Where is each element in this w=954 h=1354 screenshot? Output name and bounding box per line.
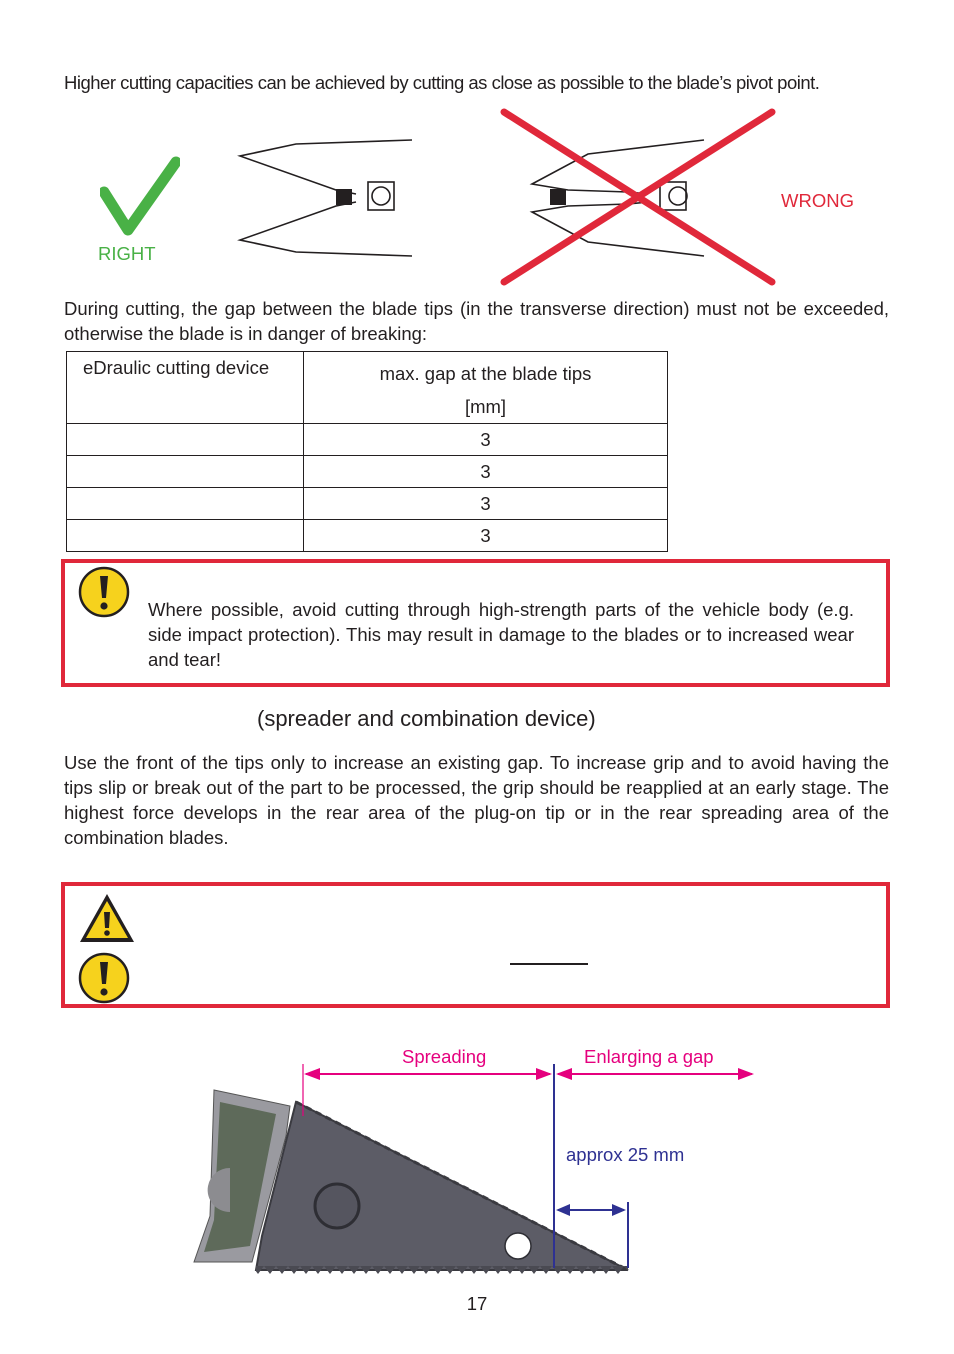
wrong-label: WRONG [781, 190, 854, 211]
exclamation-icon [78, 952, 130, 1004]
cross-icon [496, 104, 780, 290]
check-icon [100, 156, 180, 238]
table-row [67, 424, 668, 456]
approx-label: approx 25 mm [566, 1144, 685, 1165]
gap-table [66, 351, 668, 552]
underline-rule [510, 963, 588, 965]
exclamation-icon [78, 566, 130, 618]
table-cell-device [67, 520, 304, 552]
enlarging-label: Enlarging a gap [584, 1046, 714, 1067]
table-header-gap: max. gap at the blade tips [379, 363, 592, 384]
section-title: (spreader and combination device) [257, 706, 596, 731]
front-paragraph: Use the front of the tips only to increase an existing gap. To increase grip and to avoid having the tips slip or break out of the part to be processed, the grip should be reapplied at an early stage. The highest force develops in the rear area of the plug-on tip or in the rear spreading area of the combination blades. [64, 752, 889, 848]
page-number: 17 [466, 1293, 488, 1314]
right-label: RIGHT [98, 243, 156, 264]
table-row [67, 488, 668, 520]
table-cell-device [67, 488, 304, 520]
warning-triangle-icon [76, 890, 138, 946]
table-row [67, 456, 668, 488]
table-cell-gap: 3 [304, 488, 668, 520]
table-cell-gap: 3 [304, 424, 668, 456]
table-cell-gap: 3 [304, 520, 668, 552]
table-header-row [67, 352, 668, 424]
table-header-device: eDraulic cutting device [83, 357, 270, 378]
gap-paragraph: During cutting, the gap between the blade tips (in the transverse direction) must not be exceeded, otherwise the blade is in danger of breaking: [64, 298, 889, 344]
table-cell-device [67, 456, 304, 488]
table-row [67, 520, 668, 552]
table-cell-device [67, 424, 304, 456]
blade-diagram-right [236, 136, 416, 262]
note-text: Where possible, avoid cutting through high-strength parts of the vehicle body (e.g. side impact protection). This may result in damage to the blades or to increased wear and tear! [148, 599, 854, 670]
warning-box [61, 882, 890, 1008]
spreader-tip-diagram [180, 1036, 780, 1280]
spreading-label: Spreading [402, 1046, 487, 1067]
table-header-unit: [mm] [464, 396, 507, 417]
intro-text: Higher cutting capacities can be achieved by cutting as close as possible to the blade’s pivot point. [64, 72, 820, 93]
table-cell-gap: 3 [304, 456, 668, 488]
